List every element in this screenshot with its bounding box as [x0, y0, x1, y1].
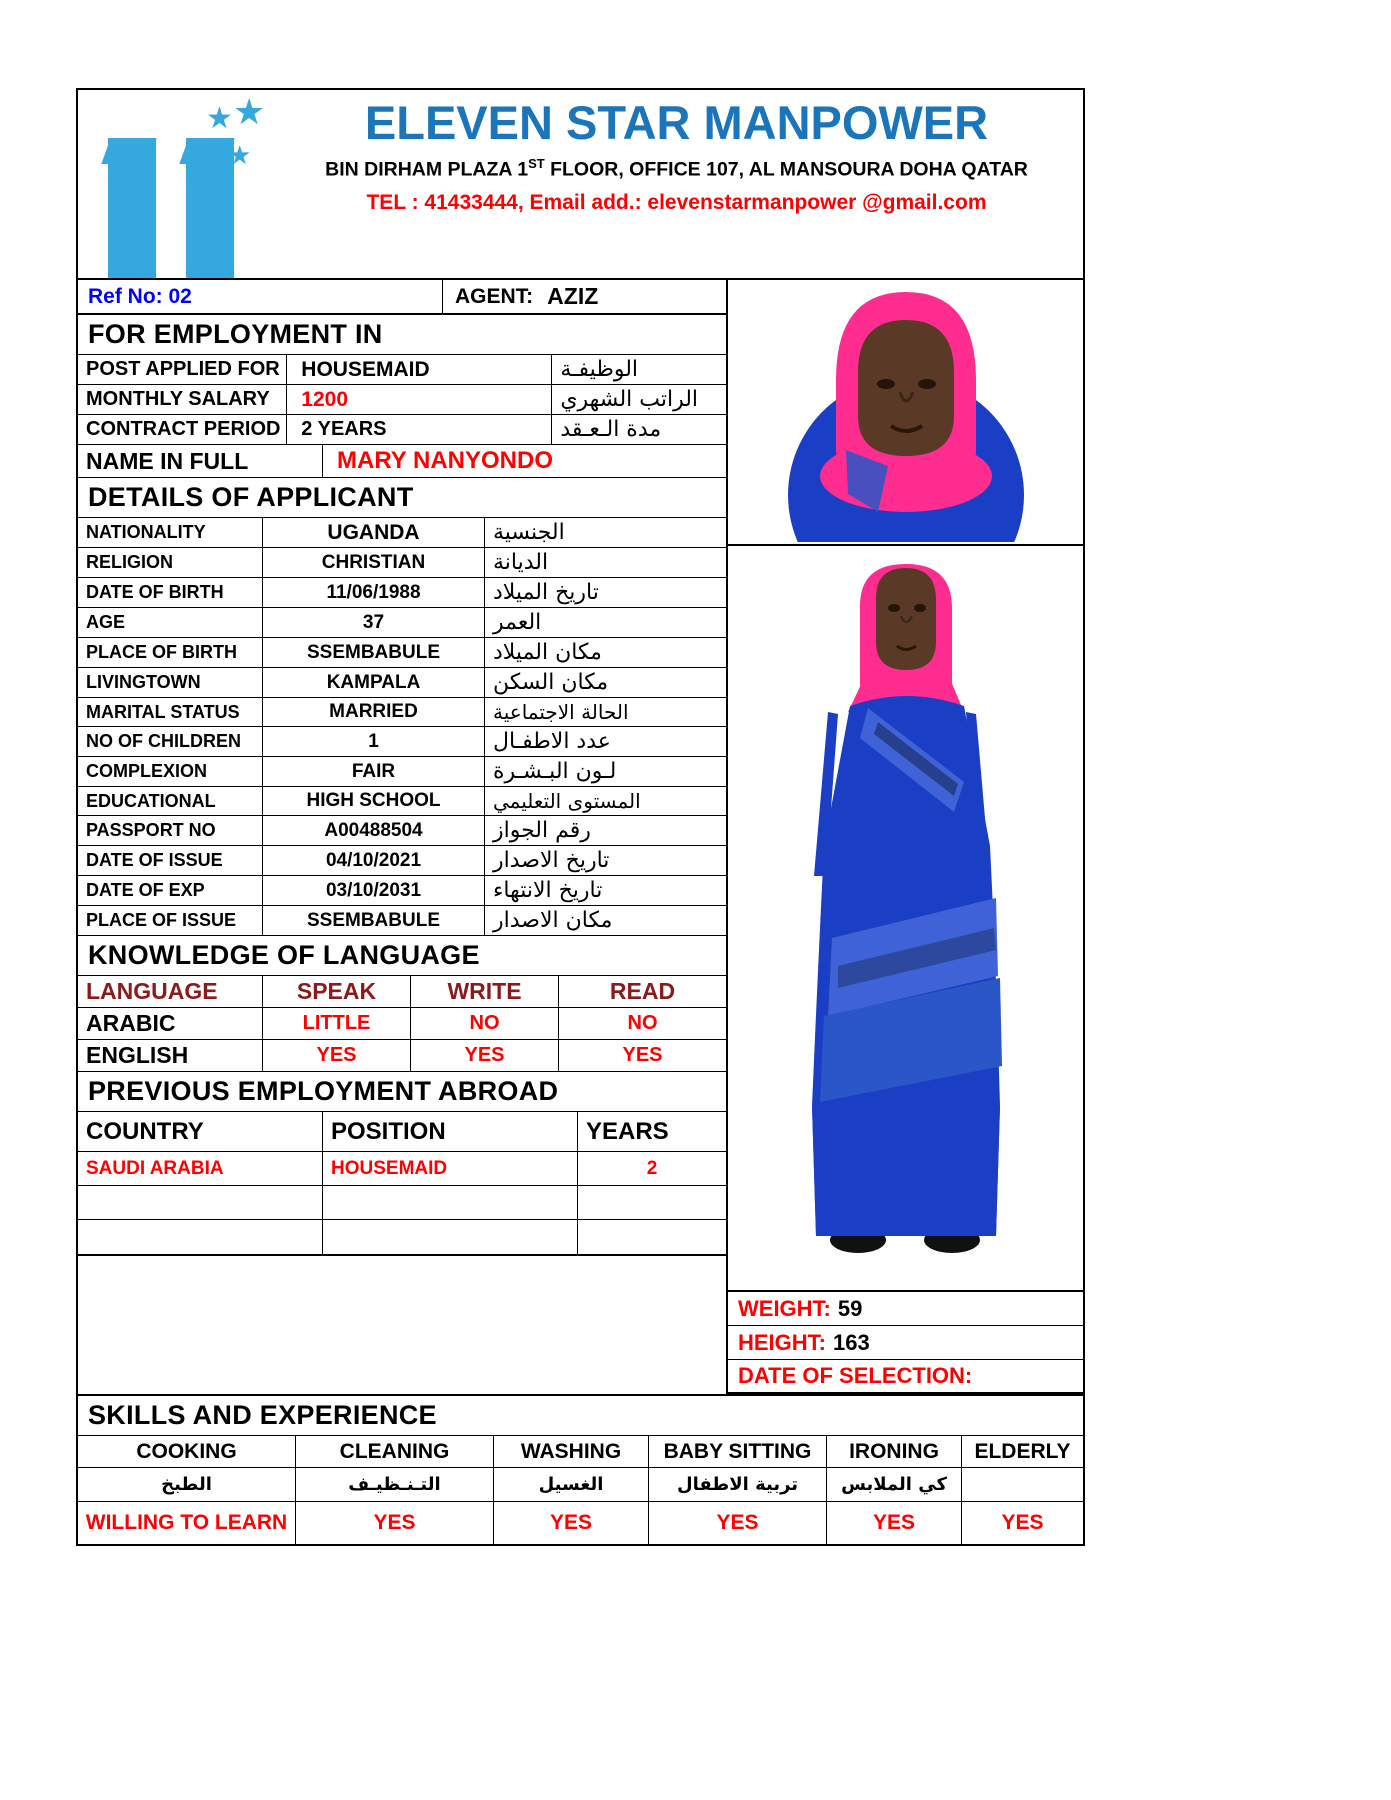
skill-arabic-elderly — [962, 1468, 1083, 1502]
table-row — [78, 415, 726, 445]
form-right-column — [728, 280, 1083, 1394]
table-row — [78, 578, 726, 608]
name-in-full-value: MARY NANYONDO — [323, 445, 726, 478]
country-col-header: COUNTRY — [78, 1112, 323, 1152]
prev-position-value-empty — [323, 1186, 578, 1220]
star-icon: ★ — [206, 102, 233, 135]
contract-period-label: CONTRACT PERIOD — [78, 415, 287, 445]
full-body-illustration — [728, 546, 1083, 1288]
eleven-star-logo-icon — [88, 91, 288, 276]
table-row — [78, 846, 726, 876]
post-applied-value: HOUSEMAID — [287, 355, 552, 385]
date-of-exp-arabic: تاريخ الانتهاء — [485, 876, 726, 906]
place-of-birth-value: SSEMBABULE — [263, 638, 485, 668]
headshot-illustration — [728, 280, 1083, 542]
prev-years-value-empty — [578, 1186, 726, 1220]
complexion-label: COMPLEXION — [78, 757, 263, 787]
table-row — [78, 727, 726, 757]
name-in-full-label: NAME IN FULL — [78, 445, 323, 478]
applicant-full-body-photo — [728, 546, 1083, 1292]
agent-field — [443, 280, 726, 313]
english-read-value: YES — [559, 1040, 726, 1072]
date-of-birth-value: 11/06/1988 — [263, 578, 485, 608]
weight-value: 59 — [837, 1295, 863, 1321]
language-name-arabic-row: ARABIC — [78, 1008, 263, 1040]
section-title-previous-employment: PREVIOUS EMPLOYMENT ABROAD — [78, 1072, 726, 1112]
date-of-issue-label: DATE OF ISSUE — [78, 846, 263, 876]
place-of-issue-arabic: مكان الاصدار — [485, 906, 726, 936]
table-row — [78, 1186, 726, 1220]
complexion-arabic: لـون البـشـرة — [485, 757, 726, 787]
table-row — [78, 876, 726, 906]
address-part-2: FLOOR, OFFICE 107, AL MANSOURA DOHA QATAR — [544, 158, 1028, 181]
english-speak-value: YES — [263, 1040, 411, 1072]
section-title-language: KNOWLEDGE OF LANGUAGE — [78, 936, 726, 976]
marital-status-value: MARRIED — [263, 698, 485, 727]
position-col-header: POSITION — [323, 1112, 578, 1152]
skill-value-elderly: YES — [1001, 1511, 1044, 1534]
livingtown-label: LIVINGTOWN — [78, 668, 263, 698]
date-of-birth-label: DATE OF BIRTH — [78, 578, 263, 608]
write-col-header: WRITE — [411, 976, 559, 1008]
date-of-issue-arabic: تاريخ الاصدار — [485, 846, 726, 876]
no-of-children-label: NO OF CHILDREN — [78, 727, 263, 757]
livingtown-arabic: مكان السكن — [485, 668, 726, 698]
table-row — [78, 1008, 726, 1040]
table-row — [78, 445, 726, 478]
nationality-label: NATIONALITY — [78, 518, 263, 548]
no-of-children-value: 1 — [263, 727, 485, 757]
address-ordinal: ST — [528, 156, 545, 172]
letterhead — [78, 90, 1083, 280]
marital-status-arabic: الحالة الاجتماعية — [485, 698, 726, 727]
table-row — [78, 608, 726, 638]
table-row — [78, 816, 726, 846]
read-col-header: READ — [559, 976, 726, 1008]
table-row — [78, 698, 726, 727]
section-title-applicant: DETAILS OF APPLICANT — [78, 478, 726, 518]
applicant-headshot-photo — [728, 280, 1083, 546]
table-row — [78, 355, 726, 385]
form-body — [78, 280, 1083, 1394]
skill-header-elderly: ELDERLY — [962, 1436, 1083, 1468]
place-of-issue-label: PLACE OF ISSUE — [78, 906, 263, 936]
skill-header-baby-sitting: BABY SITTING — [649, 1436, 827, 1468]
table-row — [78, 1152, 726, 1186]
place-of-birth-arabic: مكان الميلاد — [485, 638, 726, 668]
skill-value-baby-sitting: YES — [649, 1502, 827, 1544]
skills-value-row — [78, 1502, 1083, 1544]
language-name-english-row: ENGLISH — [78, 1040, 263, 1072]
arabic-write-value: NO — [411, 1008, 559, 1040]
arabic-speak-value: LITTLE — [263, 1008, 411, 1040]
letterhead-text — [278, 98, 1075, 215]
post-applied-arabic: الوظيفـة — [552, 355, 726, 385]
skill-arabic-baby-sitting: تربية الاطفال — [649, 1468, 827, 1502]
table-row — [78, 1220, 726, 1256]
speak-col-header: SPEAK — [263, 976, 411, 1008]
monthly-salary-value: 1200 — [287, 385, 552, 415]
religion-value: CHRISTIAN — [263, 548, 485, 578]
height-label: HEIGHT: — [738, 1329, 826, 1355]
nationality-arabic: الجنسية — [485, 518, 726, 548]
date-of-selection-field — [728, 1360, 1083, 1394]
skill-arabic-washing: الغسيل — [494, 1468, 649, 1502]
ref-number: Ref No: 02 — [78, 280, 443, 313]
skill-header-cleaning: CLEANING — [296, 1436, 494, 1468]
arabic-read-value: NO — [559, 1008, 726, 1040]
company-contact: TEL : 41433444, Email add.: elevenstarmanpower @gmail.com — [366, 190, 987, 214]
skill-value-washing: YES — [494, 1502, 649, 1544]
table-row — [78, 548, 726, 578]
table-row — [78, 385, 726, 415]
educational-arabic: المستوى التعليمي — [485, 787, 726, 816]
applicant-cv-sheet — [76, 88, 1085, 1546]
form-left-column — [78, 280, 728, 1394]
skill-value-ironing: YES — [827, 1502, 962, 1544]
no-of-children-arabic: عدد الاطفـال — [485, 727, 726, 757]
date-of-issue-value: 04/10/2021 — [263, 846, 485, 876]
section-title-skills: SKILLS AND EXPERIENCE — [78, 1394, 1083, 1436]
date-of-exp-label: DATE OF EXP — [78, 876, 263, 906]
prev-years-value-empty-2 — [578, 1220, 726, 1256]
star-icon: ★ — [228, 140, 252, 170]
table-row — [78, 906, 726, 936]
company-name: ELEVEN STAR MANPOWER — [364, 96, 989, 149]
prev-country-value: SAUDI ARABIA — [78, 1152, 323, 1186]
table-row — [78, 518, 726, 548]
years-col-header: YEARS — [578, 1112, 726, 1152]
age-label: AGE — [78, 608, 263, 638]
nationality-value: UGANDA — [263, 518, 485, 548]
date-of-exp-value: 03/10/2031 — [263, 876, 485, 906]
agent-value: AZIZ — [547, 283, 599, 309]
religion-label: RELIGION — [78, 548, 263, 578]
contract-period-value: 2 YEARS — [287, 415, 552, 445]
address-part-1: BIN DIRHAM PLAZA 1 — [325, 158, 529, 181]
prev-country-value-empty — [78, 1186, 323, 1220]
weight-field — [728, 1292, 1083, 1326]
table-header-row — [78, 976, 726, 1008]
table-row — [78, 757, 726, 787]
religion-arabic: الديانة — [485, 548, 726, 578]
skill-header-washing: WASHING — [494, 1436, 649, 1468]
age-value: 37 — [263, 608, 485, 638]
educational-value: HIGH SCHOOL — [263, 787, 485, 816]
table-row — [78, 787, 726, 816]
marital-status-label: MARITAL STATUS — [78, 698, 263, 727]
english-write-value: YES — [411, 1040, 559, 1072]
skill-arabic-cooking: الطبخ — [78, 1468, 296, 1502]
language-col-header: LANGUAGE — [78, 976, 263, 1008]
skills-header-row — [78, 1436, 1083, 1468]
height-value: 163 — [833, 1329, 870, 1355]
weight-label: WEIGHT: — [738, 1295, 831, 1321]
height-field — [728, 1326, 1083, 1360]
prev-country-value-empty-2 — [78, 1220, 323, 1256]
livingtown-value: KAMPALA — [263, 668, 485, 698]
prev-position-value: HOUSEMAID — [323, 1152, 578, 1186]
ref-agent-row — [78, 280, 726, 315]
table-row — [78, 668, 726, 698]
skill-value-cooking: WILLING TO LEARN — [78, 1502, 296, 1544]
age-arabic: العمر — [485, 608, 726, 638]
place-of-birth-label: PLACE OF BIRTH — [78, 638, 263, 668]
table-header-row — [78, 1112, 726, 1152]
monthly-salary-label: MONTHLY SALARY — [78, 385, 287, 415]
complexion-value: FAIR — [263, 757, 485, 787]
prev-years-value: 2 — [578, 1152, 726, 1186]
star-icon: ★ — [233, 91, 266, 132]
post-applied-label: POST APPLIED FOR — [78, 355, 287, 385]
skill-arabic-cleaning: التـنـظيـف — [296, 1468, 494, 1502]
skill-header-ironing: IRONING — [827, 1436, 962, 1468]
passport-no-arabic: رقم الجواز — [485, 816, 726, 846]
place-of-issue-value: SSEMBABULE — [263, 906, 485, 936]
date-of-birth-arabic: تاريخ الميلاد — [485, 578, 726, 608]
skill-value-cleaning: YES — [296, 1502, 494, 1544]
contract-period-arabic: مدة الـعـقد — [552, 415, 726, 445]
prev-position-value-empty-2 — [323, 1220, 578, 1256]
table-row — [78, 1040, 726, 1072]
date-of-selection-label: DATE OF SELECTION: — [738, 1363, 973, 1388]
skill-header-cooking: COOKING — [78, 1436, 296, 1468]
section-title-employment: FOR EMPLOYMENT IN — [78, 315, 726, 355]
passport-no-label: PASSPORT NO — [78, 816, 263, 846]
table-row — [78, 638, 726, 668]
passport-no-value: A00488504 — [263, 816, 485, 846]
monthly-salary-arabic: الراتب الشهري — [552, 385, 726, 415]
agent-label: AGENT: — [455, 284, 534, 308]
educational-label: EDUCATIONAL — [78, 787, 263, 816]
skill-arabic-ironing: كي الملابس — [827, 1468, 962, 1502]
company-address — [278, 156, 1075, 182]
skills-arabic-row — [78, 1468, 1083, 1502]
